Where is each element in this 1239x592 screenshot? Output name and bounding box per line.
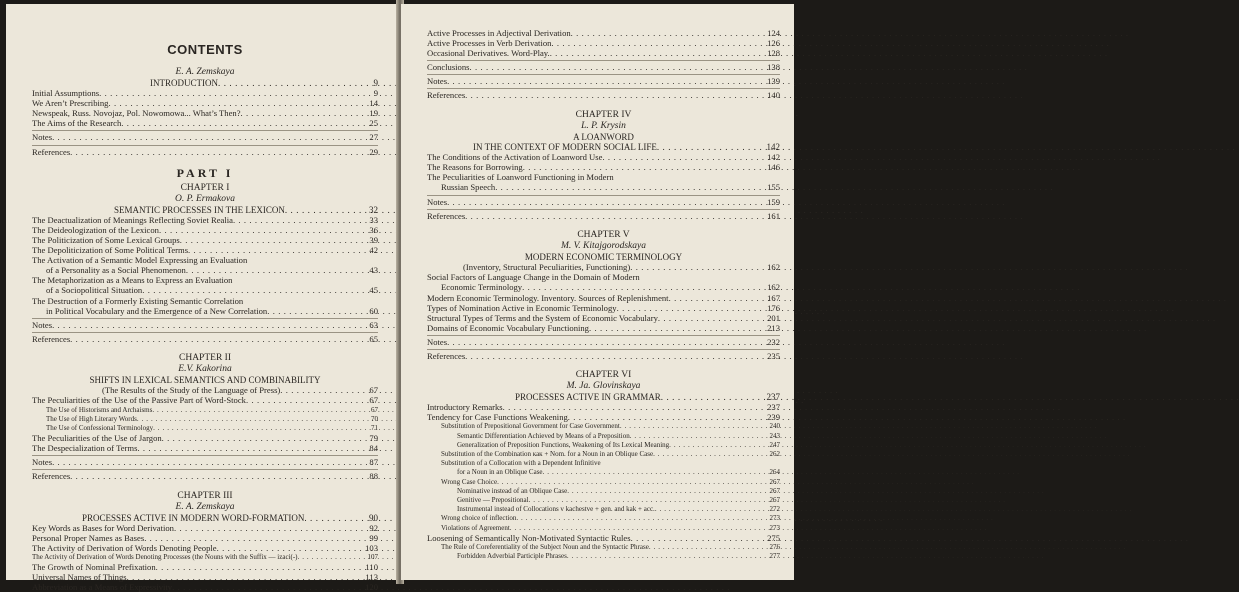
toc-entry[interactable]: Wrong Case Choice . . . 267 (427, 478, 780, 487)
author-line: E. A. Zemskaya (175, 67, 235, 77)
toc-entry[interactable]: Structural Types of Terms and the System of Economic Vocabulary . . . 201 (427, 313, 780, 323)
toc-entry: Social Factors of Language Change in the Domain of Modern (427, 272, 640, 283)
divider (427, 88, 780, 89)
toc-entry[interactable]: Conclusions . . . 138 (427, 62, 780, 72)
toc-entry: The Metaphorization as a Means to Express an Evaluation (32, 275, 233, 286)
toc-entry[interactable]: The Peculiarities of the Use of the Passive Part of Word-Stock . . . 67 (32, 395, 378, 405)
toc-entry[interactable]: Nominative instead of an Oblique Case . . . 267 (427, 487, 780, 496)
right-page (401, 4, 794, 580)
toc-entry[interactable]: Substitution of Prepositional Government for Case Government . . . 240 (427, 422, 780, 431)
toc-entry[interactable]: Active Processes in Verb Derivation . . . 126 (427, 38, 780, 48)
divider (427, 335, 780, 336)
author-line: M. Ja. Glovinskaya (566, 381, 641, 392)
toc-entry[interactable]: We Aren’t Prescribing . . . 14 (32, 98, 378, 108)
toc-entry[interactable]: Tendency for Case Functions Weakening . . . 239 (427, 412, 780, 422)
chapter-heading: CHAPTER III (177, 490, 233, 501)
toc-entry[interactable]: Introductory Remarks . . . 237 (427, 402, 780, 412)
toc-entry[interactable]: Occasional Derivatives. Word-Play. . . . 128 (427, 48, 780, 58)
toc-entry[interactable]: The Peculiarities of the Use of Jargon . . . 79 (32, 433, 378, 443)
toc-entry[interactable]: Abbreviation as a Means of Expressivity . . . 120 (32, 582, 378, 592)
chapter-heading: CHAPTER VI (575, 370, 632, 381)
toc-entry: Substitution of a Collocation with a Dependent Infinitive (441, 459, 601, 468)
toc-entry[interactable]: Newspeak, Russ. Novojaz, Pol. Nowomowa... What’s Then? . . . 19 (32, 108, 378, 118)
toc-entry[interactable]: References . . . 65 (32, 334, 378, 344)
divider (32, 469, 378, 470)
toc-entry[interactable]: The Rule of Coreferentiality of the Subject Noun and the Syntactic Phrase . . . 276 (427, 543, 780, 552)
divider (427, 74, 780, 75)
toc-entry[interactable]: The Deideologization of the Lexicon . . . 36 (32, 225, 378, 235)
chapter-heading: CHAPTER V (577, 229, 630, 240)
toc-entry[interactable]: Notes . . . 139 (427, 76, 780, 86)
toc-entry[interactable]: PROCESSES ACTIVE IN MODERN WORD-FORMATION . . . 90 (32, 513, 378, 523)
divider (427, 209, 780, 210)
divider (427, 349, 780, 350)
toc-entry[interactable]: Notes . . . 27 (32, 132, 378, 142)
toc-entry[interactable]: (Inventory, Structural Peculiarities, Functioning) . . . 162 (427, 262, 780, 272)
toc-entry[interactable]: The Conditions of the Activation of Loanword Use . . . 142 (427, 152, 780, 162)
toc-entry[interactable]: for a Noun in an Oblique Case . . . 264 (427, 468, 780, 477)
toc-entry[interactable]: The Use of Historisms and Archaisms . . . 67 (32, 406, 378, 415)
toc-entry: The Destruction of a Formerly Existing Semantic Correlation (32, 295, 244, 306)
toc-entry[interactable]: Notes . . . 63 (32, 320, 378, 330)
toc-entry[interactable]: PROCESSES ACTIVE IN GRAMMAR . . . 237 (427, 392, 780, 402)
toc-entry[interactable]: Genitive — Prepositional . . . 267 (427, 496, 780, 505)
toc-entry[interactable]: Modern Economic Terminology. Inventory. Sources of Replenishment . . . 167 (427, 293, 780, 303)
toc-entry[interactable]: Notes . . . 232 (427, 337, 780, 347)
divider (32, 318, 378, 319)
toc-entry[interactable]: The Despecialization of Terms . . . 84 (32, 443, 378, 453)
chapter-heading: CHAPTER IV (575, 109, 632, 120)
toc-entry: The Activation of a Semantic Model Expressing an Evaluation (32, 255, 248, 266)
toc-entry[interactable]: Russian Speech . . . 155 (427, 182, 780, 192)
toc-entry[interactable]: Generalization of Preposition Functions, Weakening of Its Lexical Meaning . . . 247 (427, 441, 780, 450)
toc-entry[interactable]: Initial Assumptions . . . 9 (32, 88, 378, 98)
toc-entry[interactable]: The Activity of Derivation of Words Denoting People . . . 103 (32, 543, 378, 553)
toc-entry[interactable]: The Use of High Literary Words . . . 70 (32, 415, 378, 424)
toc-entry[interactable]: The Reasons for Borrowing . . . 146 (427, 162, 780, 172)
left-page (6, 4, 398, 592)
divider (32, 130, 378, 131)
toc-entry[interactable]: The Depoliticization of Some Political Terms . . . 42 (32, 245, 378, 255)
toc-entry[interactable]: The Growth of Nominal Prefixation . . . 110 (32, 562, 378, 572)
toc-entry[interactable]: References . . . 235 (427, 351, 780, 361)
toc-entry[interactable]: Notes . . . 159 (427, 197, 780, 207)
divider (32, 332, 378, 333)
toc-entry[interactable]: Wrong choice of inflection . . . 273 (427, 514, 780, 523)
author-line: M. V. Kitajgorodskaya (561, 240, 646, 251)
toc-entry[interactable]: of a Personality as a Social Phenomenon . . . 43 (32, 265, 378, 275)
toc-entry[interactable]: The Aims of the Research . . . 25 (32, 118, 378, 128)
toc-entry[interactable]: References . . . 161 (427, 211, 780, 221)
toc-entry[interactable]: Active Processes in Adjectival Derivation . . . 124 (427, 28, 780, 38)
section-heading: MODERN ECONOMIC TERMINOLOGY (524, 251, 683, 262)
toc-entry: The Peculiarities of Loanword Functioning in Modern (427, 172, 614, 183)
toc-entry[interactable]: of a Sociopolitical Situation . . . 45 (32, 285, 378, 295)
contents-title: CONTENTS (167, 42, 243, 57)
toc-entry[interactable]: References . . . 140 (427, 90, 780, 100)
toc-entry[interactable]: Violations of Agreement . . . 273 (427, 524, 780, 533)
toc-entry[interactable]: The Activity of Derivation of Words Denoting Processes (the Nouns with the Suffix — izaci(-) . . . 107 (32, 553, 378, 562)
toc-entry[interactable]: Types of Nomination Active in Economic Terminology . . . 176 (427, 303, 780, 313)
toc-entry[interactable]: SEMANTIC PROCESSES IN THE LEXICON . . . 32 (32, 205, 378, 215)
toc-entry[interactable]: Personal Proper Names as Bases . . . 99 (32, 533, 378, 543)
toc-entry[interactable]: (The Results of the Study of the Language of Press) . . . 67 (32, 385, 378, 395)
toc-entry[interactable]: References . . . 88 (32, 471, 378, 481)
toc-entry[interactable]: IN THE CONTEXT OF MODERN SOCIAL LIFE . . . 142 (427, 142, 780, 152)
section-heading: A LOANWORD (573, 131, 634, 142)
toc-entry[interactable]: INTRODUCTION . . . 9 (32, 78, 378, 88)
toc-entry[interactable]: Instrumental instead of Collocations v kachestve + gen. and kak + acc. . . . 272 (427, 505, 780, 514)
toc-entry[interactable]: Notes . . . 87 (32, 457, 378, 467)
toc-entry[interactable]: Loosening of Semantically Non-Motivated Syntactic Rules . . . 275 (427, 533, 780, 543)
author-line: L. P. Krysin (581, 120, 626, 131)
toc-entry[interactable]: Universal Names of Things . . . 113 (32, 572, 378, 582)
divider (427, 60, 780, 61)
chapter-heading: CHAPTER II (179, 352, 231, 363)
divider (32, 455, 378, 456)
author-line: O. P. Ermakova (175, 193, 235, 204)
part-heading: PART I (176, 165, 234, 180)
chapter-heading: CHAPTER I (180, 182, 230, 193)
toc-entry[interactable]: Forbidden Adverbial Participle Phrases . . . 277 (427, 552, 780, 561)
toc-entry[interactable]: The Deactualization of Meanings Reflecting Soviet Realia . . . 33 (32, 215, 378, 225)
toc-entry[interactable]: Substitution of the Combination как + Nom. for a Noun in an Oblique Case . . . 262 (427, 450, 780, 459)
toc-entry[interactable]: Key Words as Bases for Word Derivation . . . 92 (32, 523, 378, 533)
toc-entry[interactable]: Semantic Differentiation Achieved by Means of a Preposition . . . 243 (427, 432, 780, 441)
divider (427, 195, 780, 196)
toc-entry[interactable]: The Politicization of Some Lexical Groups . . . 39 (32, 235, 378, 245)
toc-entry[interactable]: References . . . 29 (32, 147, 378, 157)
author-line: E. A. Zemskaya (175, 501, 235, 512)
toc-entry[interactable]: Domains of Economic Vocabulary Functioning . . . 213 (427, 323, 780, 333)
author-line: E.V. Kakorina (178, 363, 232, 374)
toc-entry[interactable]: The Use of Confessional Terminology . . . 71 (32, 424, 378, 433)
section-heading: SHIFTS IN LEXICAL SEMANTICS AND COMBINABILITY (89, 374, 321, 385)
toc-entry[interactable]: Economic Terminology . . . 162 (427, 282, 780, 292)
toc-entry[interactable]: in Political Vocabulary and the Emergence of a New Correlation . . . 60 (32, 306, 378, 316)
divider (32, 145, 378, 146)
